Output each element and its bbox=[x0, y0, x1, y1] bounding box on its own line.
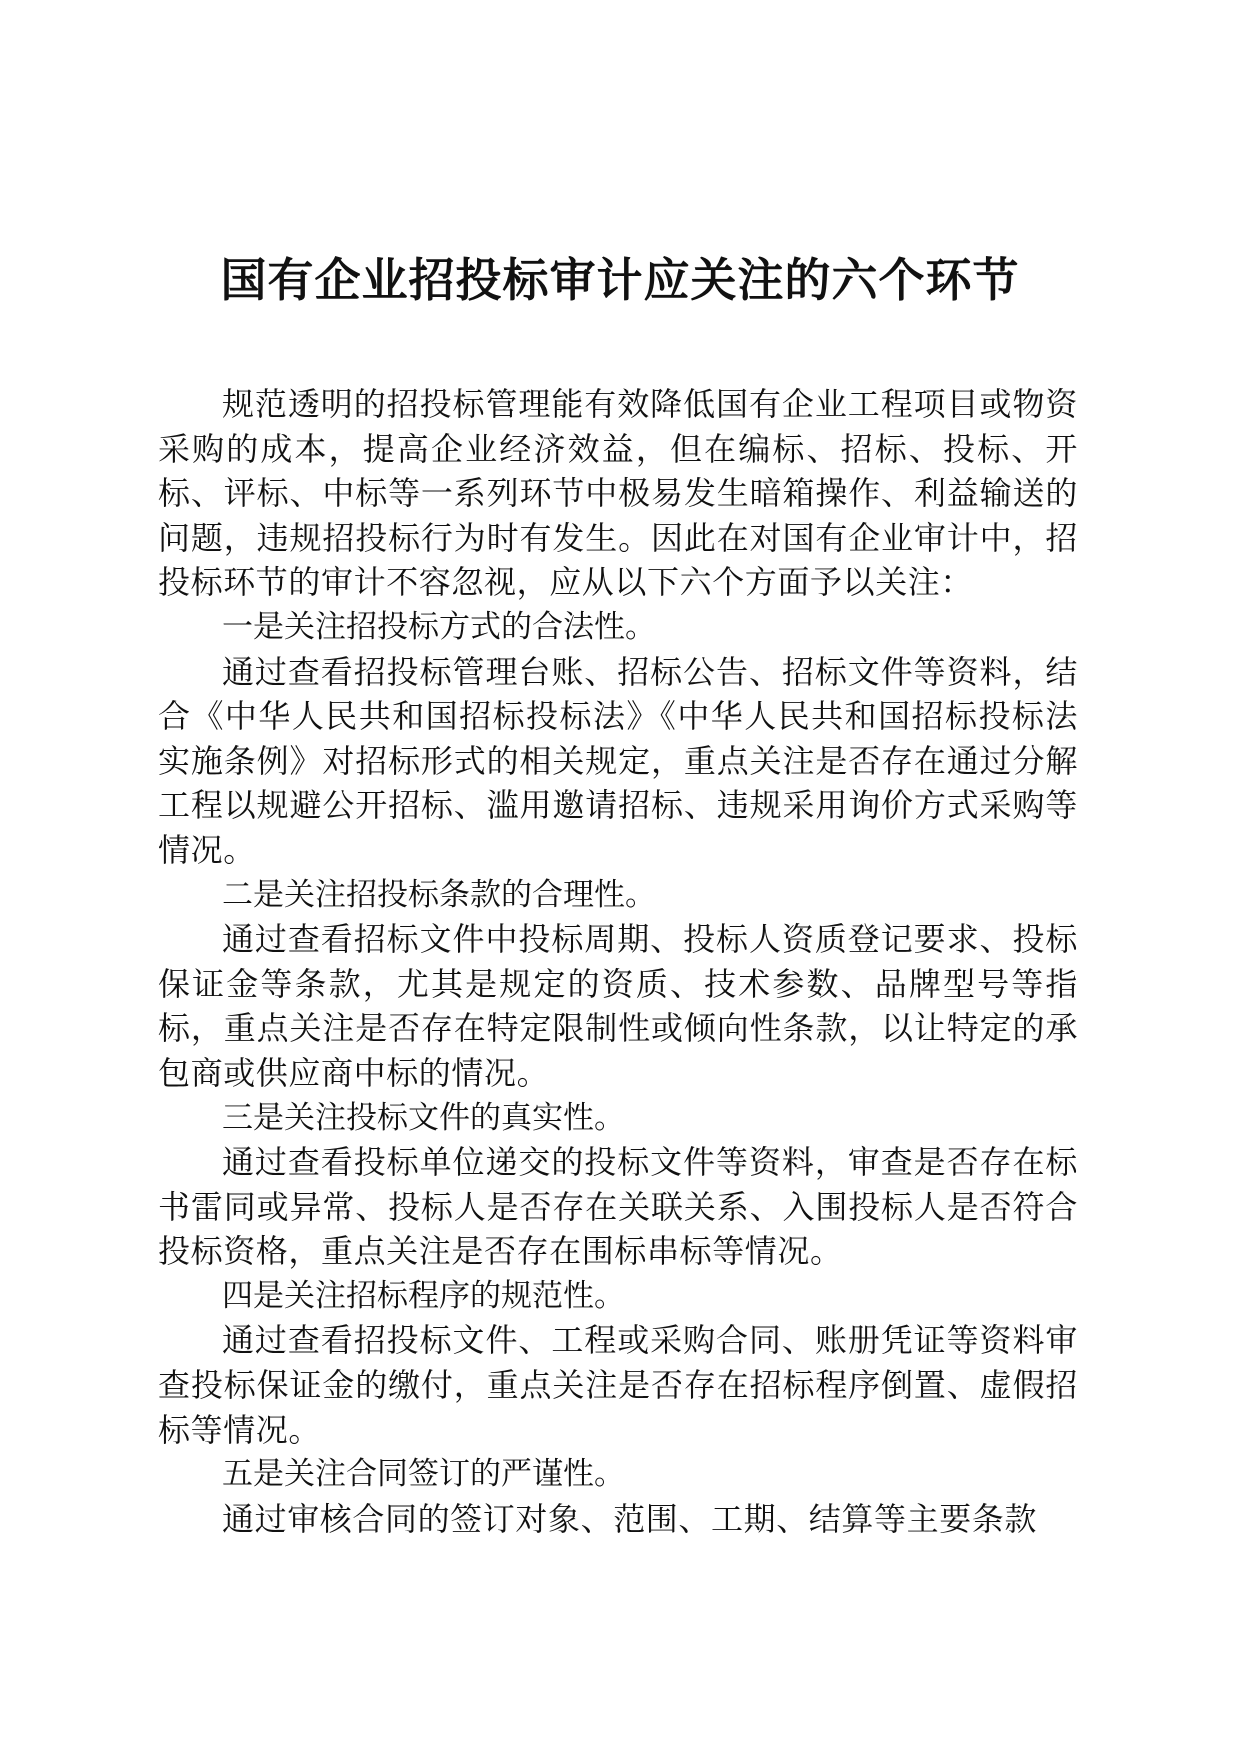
section-heading-5: 五是关注合同签订的严谨性。 bbox=[222, 1456, 625, 1493]
section-body-3: 通过查看投标单位递交的投标文件等资料，审查是否存在标书雷同或异常、投标人是否存在关联关系、入围投标人是否符合投标资格，重点关注是否存在围标串标等情况。 bbox=[158, 1143, 1078, 1271]
section-heading-1: 一是关注招投标方式的合法性。 bbox=[222, 608, 656, 645]
section-heading-3: 三是关注投标文件的真实性。 bbox=[222, 1099, 625, 1136]
section-body-2: 通过查看招标文件中投标周期、投标人资质登记要求、投标保证金等条款，尤其是规定的资质、技术参数、品牌型号等指标，重点关注是否存在特定限制性或倾向性条款，以让特定的承包商或供应商中标的情况。 bbox=[158, 920, 1078, 1092]
section-body-5: 通过审核合同的签订对象、范围、工期、结算等主要条款 bbox=[222, 1499, 1038, 1538]
section-body-1: 通过查看招投标管理台账、招标公告、招标文件等资料，结合《中华人民共和国招标投标法》《中华人民共和国招标投标法实施条例》对招标形式的相关规定，重点关注是否存在通过分解工程以规避公开招标、滥用邀请招标、违规采用询价方式采购等情况。 bbox=[158, 652, 1078, 869]
section-heading-4: 四是关注招标程序的规范性。 bbox=[222, 1277, 625, 1314]
document-body bbox=[158, 382, 1078, 1541]
intro-paragraph: 规范透明的招投标管理能有效降低国有企业工程项目或物资采购的成本，提高企业经济效益，但在编标、招标、投标、开标、评标、中标等一系列环节中极易发生暗箱操作、利益输送的问题，违规招投标行为时有发生。因此在对国有企业审计中，招投标环节的审计不容忽视，应从以下六个方面予以关注： bbox=[158, 385, 1078, 602]
section-body-4: 通过查看招投标文件、工程或采购合同、账册凭证等资料审查投标保证金的缴付，重点关注是否存在招标程序倒置、虚假招标等情况。 bbox=[158, 1321, 1078, 1449]
section-heading-2: 二是关注招投标条款的合理性。 bbox=[222, 876, 656, 913]
page-title: 国有企业招投标审计应关注的六个环节 bbox=[220, 253, 1020, 307]
